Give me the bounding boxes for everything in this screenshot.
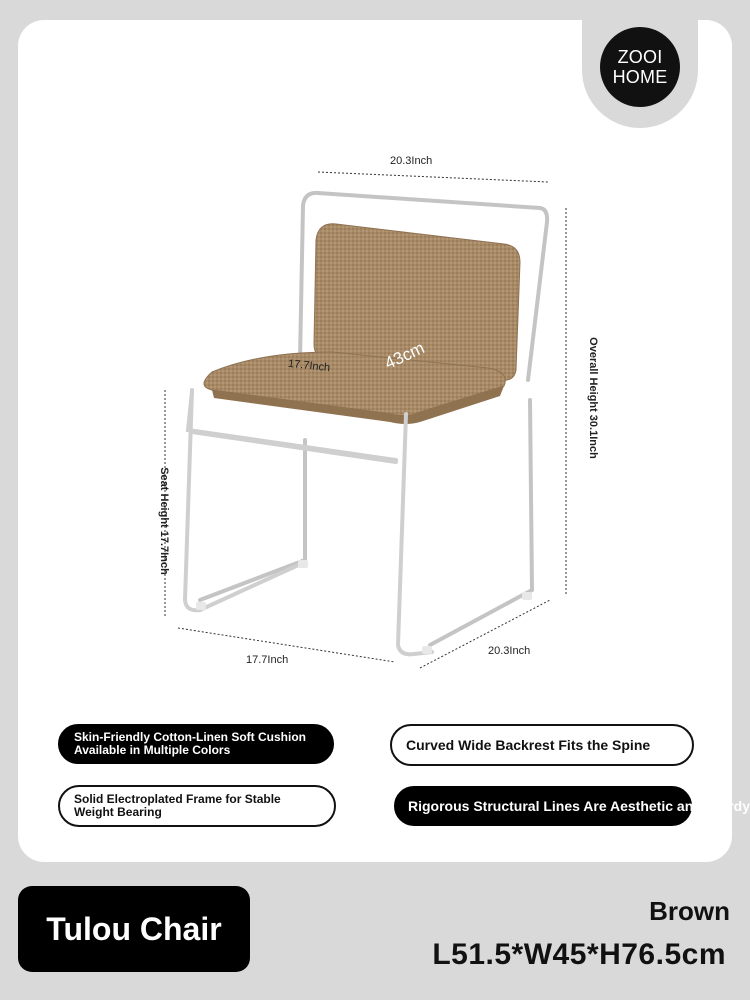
dim-bottom-left: 17.7Inch [246, 654, 289, 666]
dim-overall-height: Overall Height 30.1Inch [586, 337, 599, 459]
feature-backrest [390, 724, 694, 766]
dim-top-width: 20.3Inch [390, 155, 433, 167]
dim-seat-depth: 17.7Inch [287, 357, 331, 375]
feature-structure [394, 786, 750, 826]
dim-seat-height: Seat Height 17.7Inch [157, 467, 170, 575]
dim-seat-diagonal: 43cm [381, 338, 428, 373]
feature-frame-line-1: Solid Electroplated Frame for Stable [74, 792, 281, 806]
brand-line-1: ZOOI [617, 47, 663, 67]
product-name: Tulou Chair [46, 910, 222, 947]
feature-structure-text: Rigorous Structural Lines Are Aesthetic and Sturdy [408, 797, 750, 814]
feature-frame-line-2: Weight Bearing [74, 805, 162, 819]
product-color: Brown [649, 896, 730, 926]
feature-frame [58, 785, 336, 827]
feature-backrest-text: Curved Wide Backrest Fits the Spine [406, 736, 651, 753]
feature-cushion [58, 724, 334, 764]
product-name-box [18, 886, 250, 972]
feature-cushion-line-1: Skin-Friendly Cotton-Linen Soft Cushion [74, 730, 306, 744]
product-size: L51.5*W45*H76.5cm [432, 938, 726, 971]
brand-line-2: HOME [612, 67, 668, 87]
dim-bottom-right: 20.3Inch [488, 645, 531, 657]
feature-cushion-line-2: Available in Multiple Colors [74, 743, 231, 757]
